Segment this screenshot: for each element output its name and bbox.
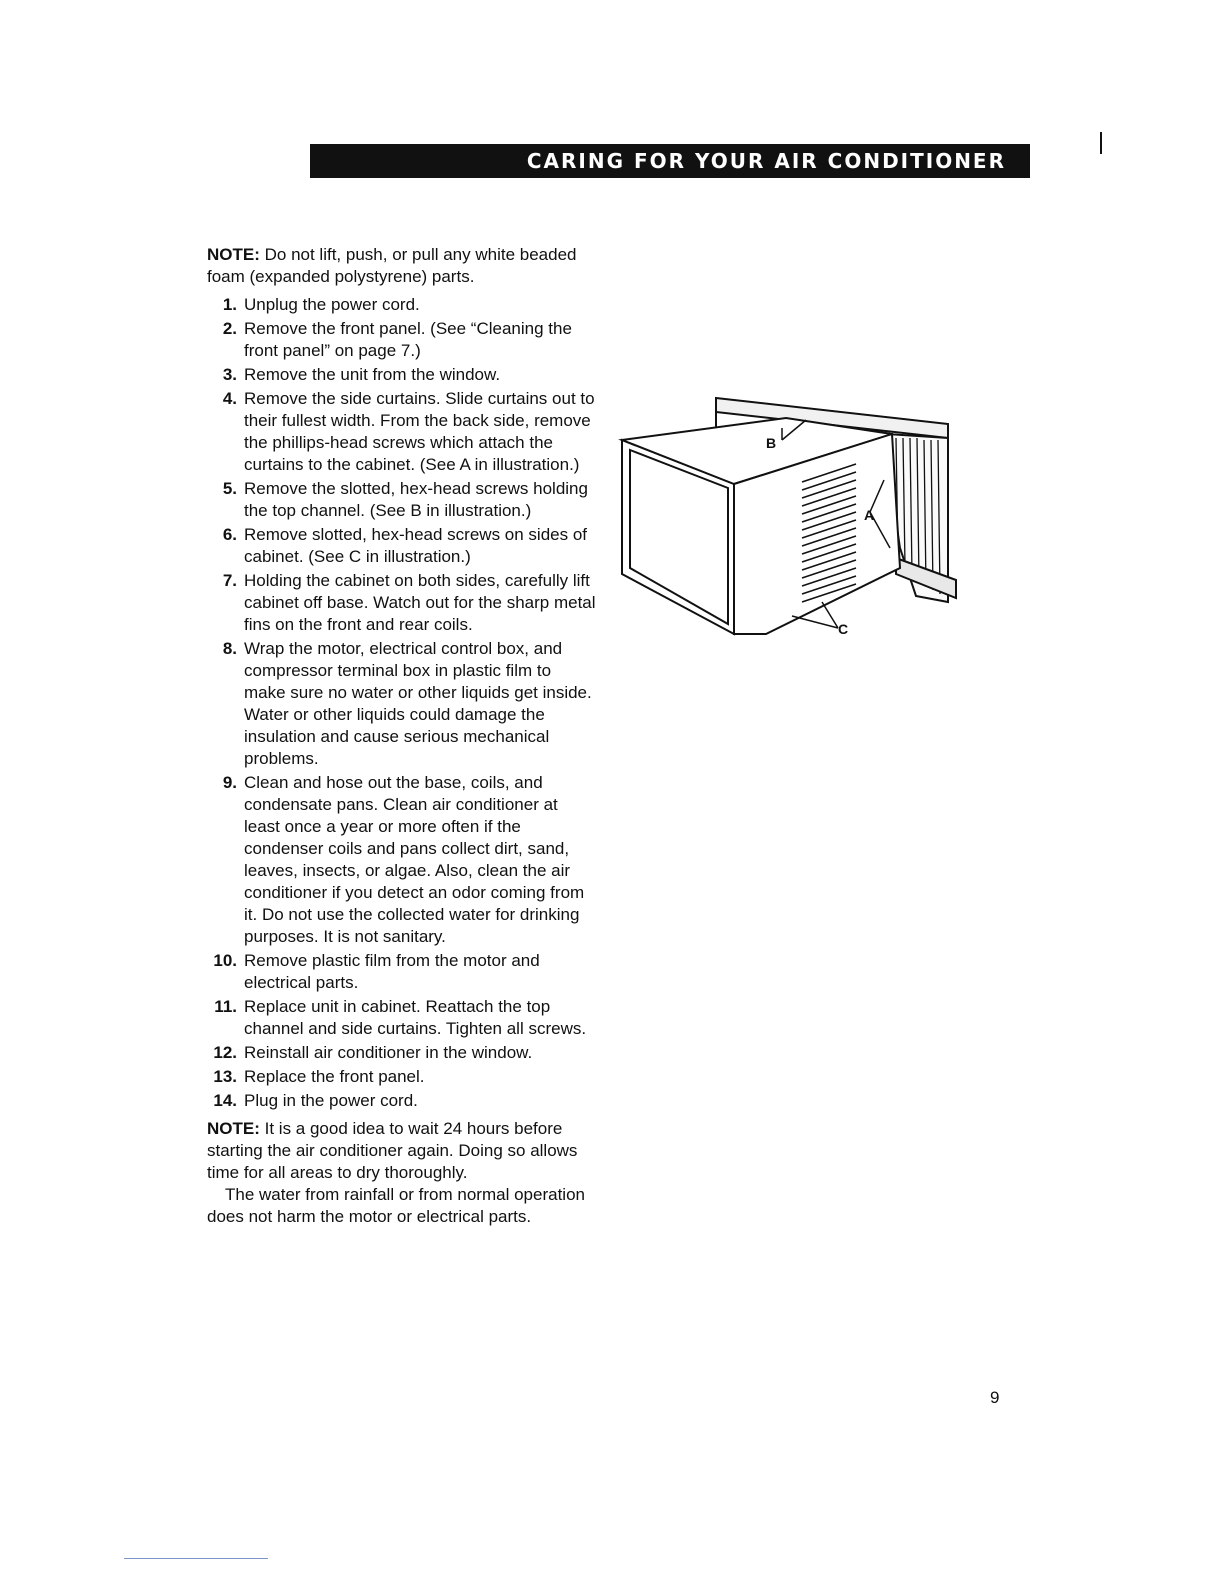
step-text: Remove the side curtains. Slide curtains out to their fullest width. From the back side, remove the phillips-head screws which attach the curtains to the cabinet. (See A in illustration.)	[244, 389, 595, 474]
note-top	[207, 244, 597, 288]
step-item	[207, 996, 597, 1040]
step-text: Clean and hose out the base, coils, and condensate pans. Clean air conditioner at least once a year or more often if the condenser coils and pans collect dirt, sand, leaves, insects, or algae. Also, clean the air conditioner if you detect an odor coming from it. Do not use the collected water for drinking purposes. It is not sanitary.	[244, 773, 585, 946]
instructions-column	[207, 244, 597, 1228]
note-bottom-label: NOTE:	[207, 1119, 260, 1138]
figure-label-a: A	[864, 507, 875, 523]
step-item	[207, 478, 597, 522]
step-item	[207, 950, 597, 994]
step-text: Replace the front panel.	[244, 1067, 425, 1086]
step-number: 3.	[222, 365, 237, 384]
step-item	[207, 364, 597, 386]
step-text: Remove the front panel. (See “Cleaning the front panel” on page 7.)	[244, 319, 572, 360]
step-number: 9.	[222, 773, 237, 792]
step-item	[207, 318, 597, 362]
step-text: Remove plastic film from the motor and electrical parts.	[244, 951, 540, 992]
step-item	[207, 638, 597, 770]
step-number: 7.	[222, 571, 237, 590]
step-number: 5.	[222, 479, 237, 498]
step-item	[207, 1090, 597, 1112]
step-number: 8.	[222, 639, 237, 658]
step-text: Wrap the motor, electrical control box, and compressor terminal box in plastic film to make sure no water or other liquids get inside. Water or other liquids could damage the insulation and cause serious mechanical problems.	[244, 639, 592, 768]
step-number: 11.	[214, 997, 237, 1016]
step-number: 12.	[213, 1043, 237, 1062]
step-text: Plug in the power cord.	[244, 1091, 418, 1110]
step-item	[207, 1066, 597, 1088]
step-number: 1.	[222, 295, 237, 314]
note-top-text: Do not lift, push, or pull any white beaded foam (expanded polystyrene) parts.	[207, 245, 577, 286]
step-item	[207, 570, 597, 636]
figure-label-c: C	[838, 621, 849, 637]
section-title: CARING FOR YOUR AIR CONDITIONER	[526, 149, 1006, 173]
step-text: Unplug the power cord.	[244, 295, 420, 314]
step-text: Remove the unit from the window.	[244, 365, 501, 384]
step-item	[207, 1042, 597, 1064]
step-text: Remove the slotted, hex-head screws holding the top channel. (See B in illustration.)	[244, 479, 588, 520]
step-number: 13.	[213, 1067, 237, 1086]
steps-list	[207, 294, 597, 1112]
note-bottom-text: It is a good idea to wait 24 hours before starting the air conditioner again. Doing so allows time for all areas to dry thoroughly.	[207, 1119, 578, 1182]
step-item	[207, 772, 597, 948]
step-number: 4.	[222, 389, 237, 408]
figure-label-b: B	[766, 435, 777, 451]
closing-paragraph: The water from rainfall or from normal operation does not harm the motor or electrical parts.	[207, 1185, 585, 1226]
step-text: Replace unit in cabinet. Reattach the top channel and side curtains. Tighten all screws.	[244, 997, 587, 1038]
step-item	[207, 388, 597, 476]
footer-rule	[124, 1558, 268, 1559]
step-text: Reinstall air conditioner in the window.	[244, 1043, 533, 1062]
step-number: 10.	[213, 951, 237, 970]
air-conditioner-illustration	[616, 388, 962, 650]
margin-mark	[1100, 132, 1102, 154]
step-item	[207, 524, 597, 568]
note-top-label: NOTE:	[207, 245, 260, 264]
section-banner	[310, 144, 1030, 178]
step-item	[207, 294, 597, 316]
page-number: 9	[990, 1388, 1000, 1407]
step-number: 6.	[222, 525, 237, 544]
step-number: 14.	[213, 1091, 237, 1110]
note-bottom	[207, 1118, 597, 1184]
step-text: Remove slotted, hex-head screws on sides of cabinet. (See C in illustration.)	[244, 525, 588, 566]
step-number: 2.	[222, 319, 237, 338]
step-text: Holding the cabinet on both sides, carefully lift cabinet off base. Watch out for the sharp metal fins on the front and rear coils.	[244, 571, 596, 634]
